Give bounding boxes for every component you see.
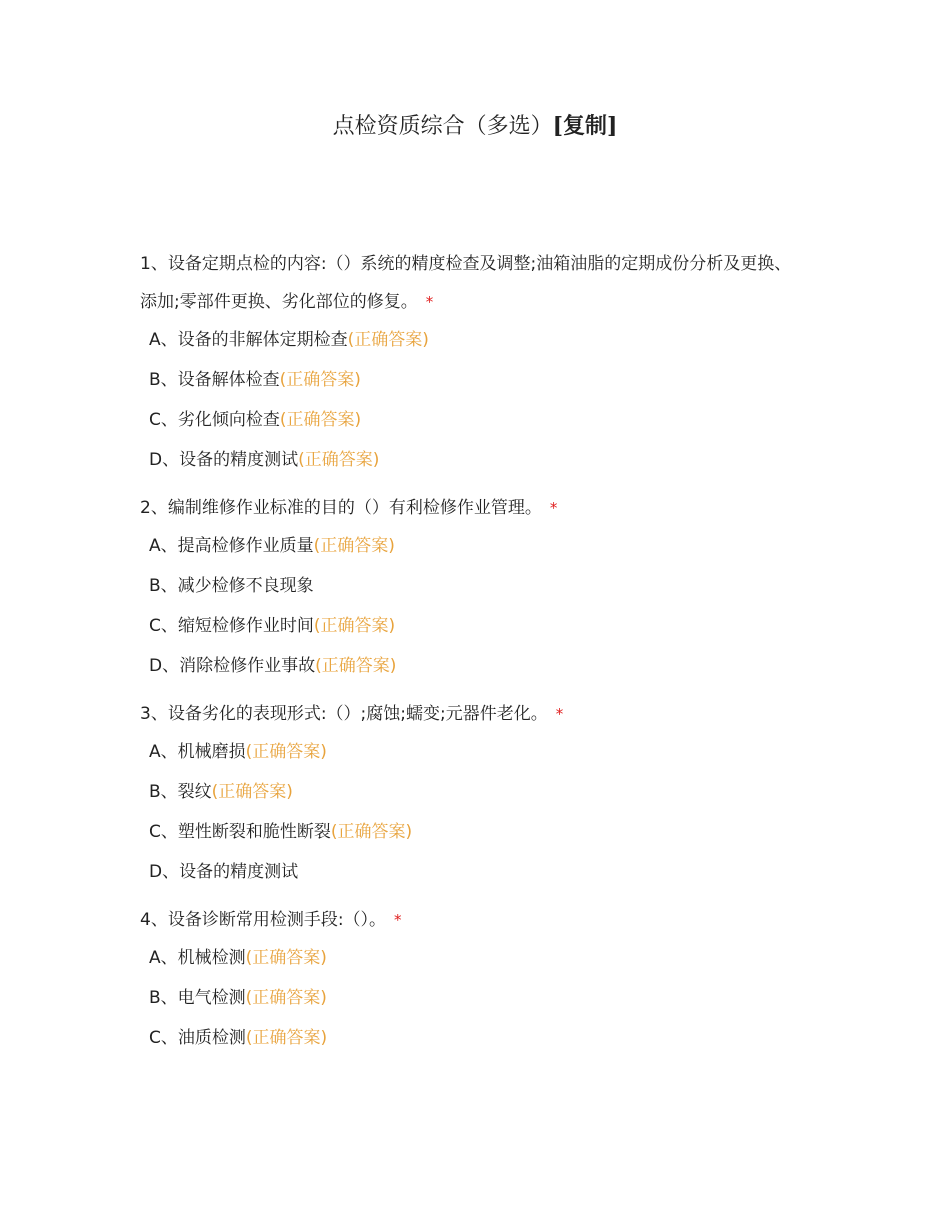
page-title bbox=[0, 110, 950, 143]
page-title-text: 点检资质综合（多选） bbox=[332, 114, 553, 139]
question-text: 3、设备劣化的表现形式:（）;腐蚀;蠕变;元器件老化。 * bbox=[140, 704, 564, 724]
option-b[interactable]: B、减少检修不良现象 bbox=[149, 576, 314, 596]
page-title-suffix: [复制] bbox=[552, 113, 618, 139]
option-d[interactable]: D、设备的精度测试 bbox=[149, 862, 299, 882]
question-2 bbox=[140, 489, 820, 677]
option-text: 设备的精度测试 bbox=[179, 450, 299, 470]
required-marker: * bbox=[394, 911, 402, 929]
correct-answer-tag: (正确答案) bbox=[298, 450, 380, 470]
correct-answer-tag: (正确答案) bbox=[279, 410, 362, 430]
option-text: 劣化倾向检查 bbox=[177, 410, 280, 430]
correct-answer-tag: (正确答案) bbox=[245, 948, 327, 968]
option-c[interactable]: C、劣化倾向检查(正确答案) bbox=[149, 410, 362, 430]
question-4 bbox=[140, 901, 820, 1049]
option-a[interactable]: A、机械检测(正确答案) bbox=[149, 948, 327, 968]
correct-answer-tag: (正确答案) bbox=[347, 330, 429, 350]
option-text: 消除检修作业事故 bbox=[179, 656, 316, 676]
option-text: 油质检测 bbox=[177, 1028, 246, 1048]
question-3 bbox=[140, 695, 820, 883]
correct-answer-tag: (正确答案) bbox=[330, 822, 413, 842]
option-c[interactable]: C、缩短检修作业时间(正确答案) bbox=[149, 616, 396, 636]
option-text: 减少检修不良现象 bbox=[177, 576, 314, 596]
option-c[interactable]: C、塑性断裂和脆性断裂(正确答案) bbox=[149, 822, 413, 842]
question-text: 1、设备定期点检的内容:（）系统的精度检查及调整;油箱油脂的定期成份分析及更换、添加;零部件更换、劣化部位的修复。 * bbox=[140, 254, 792, 312]
question-list bbox=[140, 245, 820, 1067]
option-b[interactable]: B、电气检测(正确答案) bbox=[149, 988, 327, 1008]
option-c[interactable]: C、油质检测(正确答案) bbox=[149, 1028, 328, 1048]
option-d[interactable]: D、设备的精度测试(正确答案) bbox=[149, 450, 380, 470]
correct-answer-tag: (正确答案) bbox=[211, 782, 293, 802]
option-text: 电气检测 bbox=[177, 988, 246, 1008]
required-marker: * bbox=[549, 499, 558, 517]
required-marker: * bbox=[555, 705, 564, 723]
option-text: 缩短检修作业时间 bbox=[177, 616, 314, 636]
option-a[interactable]: A、机械磨损(正确答案) bbox=[149, 742, 327, 762]
correct-answer-tag: (正确答案) bbox=[245, 742, 327, 762]
option-text: 设备的非解体定期检查 bbox=[177, 330, 348, 350]
option-text: 设备的精度测试 bbox=[179, 862, 299, 882]
question-1 bbox=[140, 245, 820, 471]
option-text: 设备解体检查 bbox=[177, 370, 280, 390]
option-text: 塑性断裂和脆性断裂 bbox=[177, 822, 331, 842]
question-text: 4、设备诊断常用检测手段:（）。 * bbox=[140, 910, 402, 930]
option-a[interactable]: A、提高检修作业质量(正确答案) bbox=[149, 536, 395, 556]
option-text: 机械检测 bbox=[177, 948, 246, 968]
correct-answer-tag: (正确答案) bbox=[315, 656, 397, 676]
correct-answer-tag: (正确答案) bbox=[279, 370, 361, 390]
option-d[interactable]: D、消除检修作业事故(正确答案) bbox=[149, 656, 397, 676]
correct-answer-tag: (正确答案) bbox=[313, 536, 395, 556]
correct-answer-tag: (正确答案) bbox=[245, 1028, 328, 1048]
option-text: 提高检修作业质量 bbox=[177, 536, 314, 556]
question-text: 2、编制维修作业标准的目的（）有利检修作业管理。 * bbox=[140, 498, 558, 518]
option-text: 裂纹 bbox=[177, 782, 212, 802]
correct-answer-tag: (正确答案) bbox=[313, 616, 396, 636]
option-b[interactable]: B、裂纹(正确答案) bbox=[149, 782, 293, 802]
required-marker: * bbox=[425, 293, 434, 311]
option-text: 机械磨损 bbox=[177, 742, 246, 762]
option-a[interactable]: A、设备的非解体定期检查(正确答案) bbox=[149, 330, 429, 350]
option-b[interactable]: B、设备解体检查(正确答案) bbox=[149, 370, 361, 390]
correct-answer-tag: (正确答案) bbox=[245, 988, 327, 1008]
